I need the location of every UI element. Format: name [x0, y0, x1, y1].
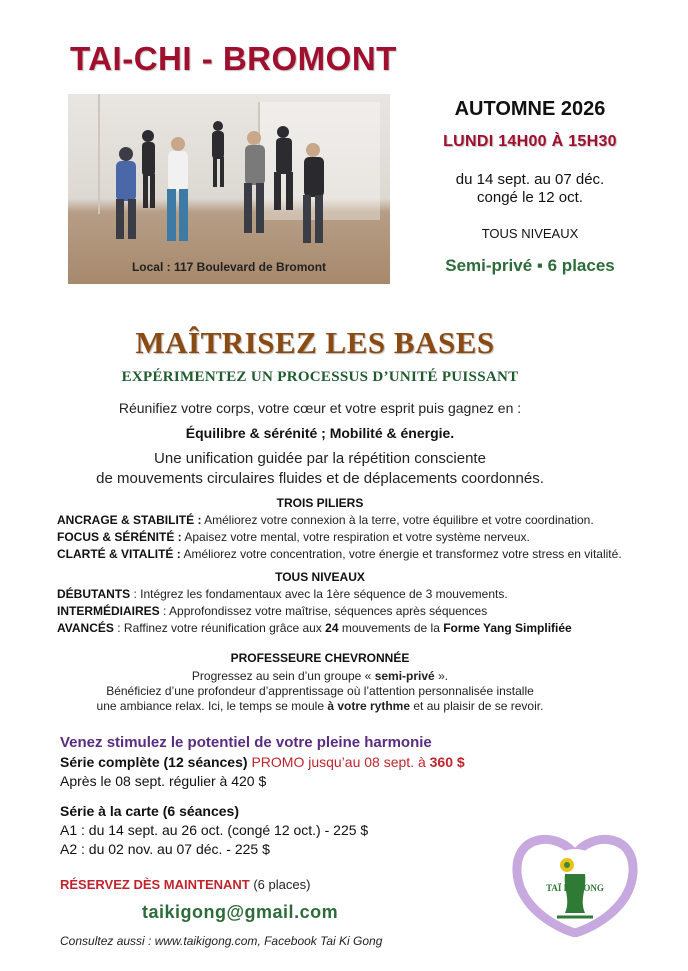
levels-heading: TOUS NIVEAUX [275, 570, 365, 584]
pillar-item [57, 530, 530, 544]
teacher-line: Bénéficiez d’une profondeur d’apprentissage où l’attention personnalisée installe [106, 684, 534, 698]
promo-price: 360 $ [429, 754, 465, 770]
reserve-places: (6 places) [249, 877, 311, 892]
level-label: AVANCÉS [57, 621, 114, 635]
consult-text: Consultez aussi : www.taikigong.com, Facebook Tai Ki Gong [60, 934, 383, 948]
pillar-text: Améliorez votre connexion à la terre, votre équilibre et votre coordination. [201, 513, 594, 527]
holiday-line: congé le 12 oct. [477, 189, 583, 206]
class-photo [68, 94, 390, 284]
pillar-label: FOCUS & SÉRÉNITÉ : [57, 530, 182, 544]
pillar-item [57, 513, 594, 527]
pillar-label: CLARTÉ & VITALITÉ : [57, 547, 181, 561]
teacher-heading: PROFESSEURE CHEVRONNÉE [230, 651, 410, 665]
form-name: Forme Yang Simplifiée [443, 621, 572, 635]
teacher-text-part: Progressez au sein d’un groupe « [191, 669, 375, 683]
level-text: : Approfondissez votre maîtrise, séquences après séquences [159, 604, 488, 618]
intro-text: Réunifiez votre corps, votre cœur et votre esprit puis gagnez en : [118, 400, 522, 416]
logo-text: TAÏ KI GONG [546, 883, 604, 893]
email-link[interactable]: taikigong@gmail.com [142, 902, 339, 922]
alacarte-title: Série à la carte (6 séances) [60, 803, 240, 819]
full-series-label: Série complète (12 séances) [60, 754, 248, 770]
alacarte-label [60, 803, 239, 819]
class-format: Semi-privé ▪ 6 places [445, 256, 615, 275]
teacher-text-part: et au plaisir de se revoir. [410, 699, 544, 713]
unification-text [0, 449, 640, 489]
qualities-text: Équilibre & sérénité ; Mobilité & énergie. [185, 425, 455, 441]
teacher-text-part: ». [434, 669, 449, 683]
pillar-text: Améliorez votre concentration, votre énergie et transformez votre stress en vitalité. [180, 547, 622, 561]
teacher-line [0, 669, 640, 684]
pillar-label: ANCRAGE & STABILITÉ : [57, 513, 202, 527]
promo-text: PROMO jusqu’au 08 sept. à [251, 754, 430, 770]
level-item [57, 621, 572, 635]
movement-count: 24 [325, 621, 339, 635]
teacher-text-part: une ambiance relax. Ici, le temps se moule [96, 699, 328, 713]
unification-line: de mouvements circulaires fluides et de déplacements coordonnés. [96, 470, 544, 487]
unification-line: Une unification guidée par la répétition consciente [154, 450, 486, 467]
class-time: LUNDI 14H00 À 15H30 [443, 133, 617, 150]
pillars-heading: TROIS PILIERS [276, 496, 364, 510]
pillar-item [57, 547, 622, 561]
level-item [57, 604, 487, 618]
class-dates [400, 171, 660, 207]
dates-line: du 14 sept. au 07 déc. [455, 171, 605, 188]
level-text: : Raffinez votre réunification grâce aux [113, 621, 326, 635]
regular-price: Après le 08 sept. régulier à 420 $ [60, 773, 267, 789]
level-text: mouvements de la [338, 621, 444, 635]
photo-caption: Local : 117 Boulevard de Bromont [131, 260, 327, 274]
pillar-text: Apaisez votre mental, votre respiration et votre système nerveux. [181, 530, 530, 544]
levels-label: TOUS NIVEAUX [481, 226, 579, 241]
level-text: : Intégrez les fondamentaux avec la 1ère séquence de 3 mouvements. [130, 587, 508, 601]
season-label: AUTOMNE 2026 [454, 98, 606, 120]
main-heading: MAÎTRISEZ LES BASES [135, 325, 495, 360]
page-title: TAI-CHI - BROMONT [70, 40, 397, 77]
alacarte-option-a2: A2 : du 02 nov. au 07 déc. - 225 $ [60, 841, 270, 857]
rhythm-label: à votre rythme [327, 699, 411, 713]
sub-heading: EXPÉRIMENTEZ UN PROCESSUS D’UNITÉ PUISSANT [121, 369, 519, 385]
level-label: DÉBUTANTS [57, 587, 131, 601]
semi-private-label: semi-privé [374, 669, 435, 683]
alacarte-option-a1: A1 : du 14 sept. au 26 oct. (congé 12 oct.) - 225 $ [60, 822, 369, 838]
reserve-line [60, 877, 310, 892]
reserve-label: RÉSERVEZ DÈS MAINTENANT [60, 877, 250, 892]
teacher-line [0, 699, 640, 714]
level-item [57, 587, 508, 601]
teacher-text [0, 669, 640, 714]
call-to-action: Venez stimulez le potentiel de votre pleine harmonie [60, 734, 432, 751]
taikigong-logo [505, 827, 645, 937]
people-silhouettes [68, 94, 390, 284]
full-series-line [60, 754, 465, 770]
level-label: INTERMÉDIAIRES [57, 604, 160, 618]
